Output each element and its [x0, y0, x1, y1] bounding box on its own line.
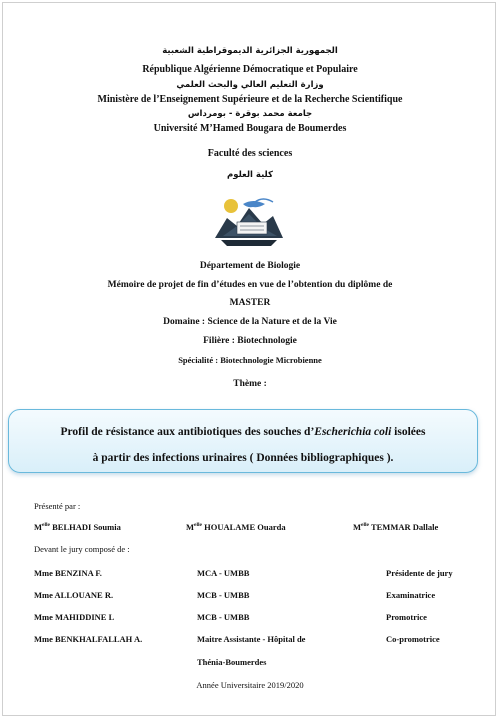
- jury-member-name: Mme BENKHALFALLAH A.: [34, 634, 143, 644]
- student-2: $M^{elle}$ HOUALAME Ouarda: [186, 522, 286, 532]
- filiere-line: Filière : Biotechnologie: [203, 336, 297, 346]
- jury-member-role: Examinatrice: [386, 590, 436, 600]
- ministry-title: Ministère de l’Enseignement Supérieure et de la Recherche Scientifique: [97, 94, 403, 105]
- arabic-republic-title: الجمهورية الجزائرية الديموقراطية الشعبية: [162, 46, 338, 56]
- jury-member-grade: MCA - UMBB: [197, 568, 250, 578]
- jury-member-role: Présidente de jury: [386, 568, 453, 578]
- theme-box: [8, 409, 478, 473]
- jury-member-role: Promotrice: [386, 612, 427, 622]
- arabic-faculty-title: كلية العلوم: [227, 170, 273, 180]
- domaine-line: Domaine : Science de la Nature et de la Vie: [163, 317, 337, 327]
- faculty-title: Faculté des sciences: [207, 148, 293, 159]
- university-title: Université M’Hamed Bougara de Boumerdes: [153, 123, 347, 134]
- theme-line-2: à partir des infections urinaires ( Données bibliographiques ).: [92, 452, 394, 464]
- jury-member-name: Mme MAHIDDINE L: [34, 612, 115, 622]
- student-3: $M^{elle}$ TEMMAR Dallale: [353, 522, 439, 532]
- jury-label: Devant le jury composé de :: [34, 544, 130, 554]
- memoire-line-2: MASTER: [229, 298, 271, 308]
- university-logo-icon: [213, 196, 285, 250]
- jury-member-name: Mme BENZINA F.: [34, 568, 102, 578]
- academic-year: Année Universitaire 2019/2020: [196, 680, 304, 690]
- memoire-line-1: Mémoire de projet de fin d’études en vue de l’obtention du diplôme de: [107, 280, 393, 290]
- student-1: $M^{elle}$ BELHADI Soumia: [34, 522, 121, 532]
- department-title: Département de Biologie: [199, 261, 301, 271]
- presented-label: Présenté par :: [34, 501, 81, 511]
- theme-label: Thème :: [233, 379, 267, 389]
- jury-grade-continuation: Thénia-Boumerdes: [197, 657, 267, 667]
- jury-member-role: Co-promotrice: [386, 634, 440, 644]
- arabic-ministry-title: وزارة التعليم العالي والبحث العلمي: [176, 80, 324, 90]
- jury-member-grade: Maitre Assistante - Hôpital de: [197, 634, 306, 644]
- republic-title: République Algérienne Démocratique et Populaire: [142, 64, 358, 75]
- jury-member-grade: MCB - UMBB: [197, 612, 250, 622]
- theme-line-1: Profil de résistance aux antibiotiques des souches d’Escherichia coli isolées: [60, 426, 426, 438]
- arabic-university-title: جامعة محمد بوقرة - بومرداس: [187, 109, 313, 119]
- specialite-line: Spécialité : Biotechnologie Microbienne: [178, 355, 322, 365]
- jury-member-name: Mme ALLOUANE R.: [34, 590, 114, 600]
- jury-member-grade: MCB - UMBB: [197, 590, 250, 600]
